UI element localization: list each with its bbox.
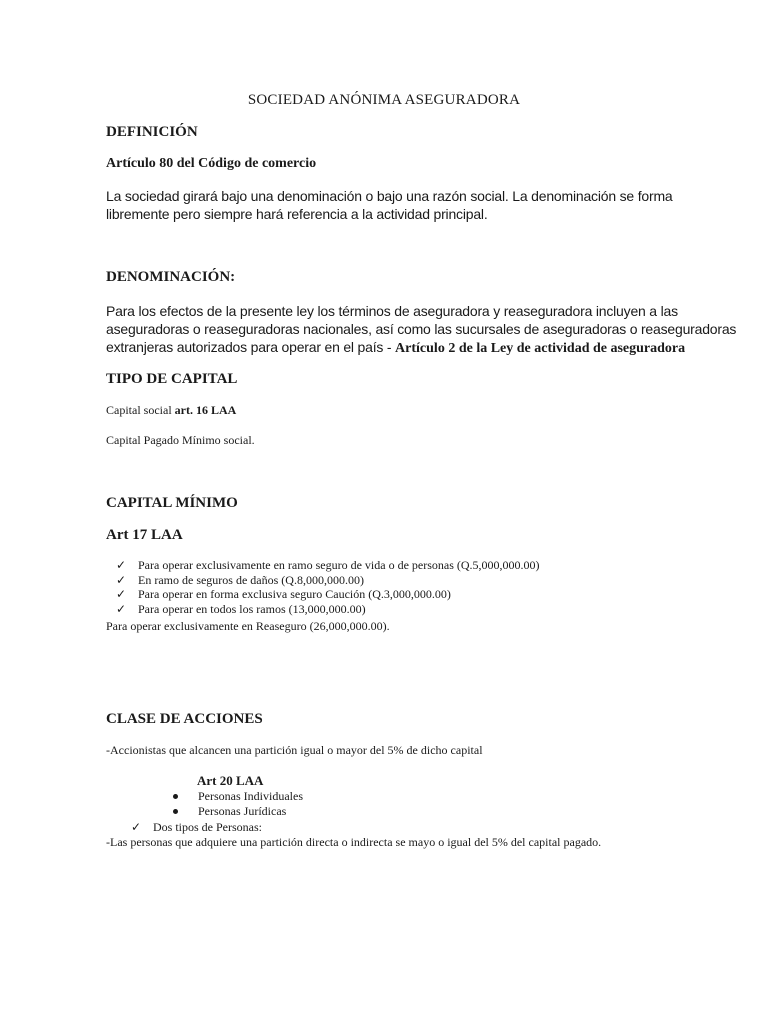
accionistas-line: -Accionistas que alcancen una partición igual o mayor del 5% de dicho capital (106, 743, 483, 757)
personas-bullet-list (172, 789, 303, 819)
denominacion-line-1: Para los efectos de la presente ley los términos de aseguradora y reaseguradora incluyen a las (106, 303, 678, 319)
reaseguro-line: Para operar exclusivamente en Reaseguro (26,000,000.00). (106, 619, 390, 633)
bullet-icon (172, 808, 180, 816)
bullet-icon (172, 793, 180, 801)
personas-line: -Las personas que adquiere una partición directa o indirecta se mayo o igual del 5% del capital pagado. (106, 835, 602, 849)
definicion-text-line-2: libremente pero siempre hará referencia a la actividad principal. (106, 206, 488, 222)
page-title: SOCIEDAD ANÓNIMA ASEGURADORA (247, 92, 521, 108)
list-item-text: Para operar en todos los ramos (13,000,000.00) (138, 601, 366, 616)
definicion-text-line-1: La sociedad girará bajo una denominación o bajo una razón social. La denominación se forma (106, 188, 673, 204)
list-item (116, 558, 540, 573)
art20-subheading: Art 20 LAA (197, 773, 264, 788)
capital-pagado-line: Capital Pagado Mínimo social. (106, 433, 255, 447)
list-item-text: Para operar exclusivamente en ramo seguro de vida o de personas (Q.5,000,000.00) (138, 558, 540, 572)
denominacion-article-reference: Artículo 2 de la Ley de actividad de aseguradora (395, 341, 686, 356)
list-item (172, 804, 303, 819)
list-item (172, 789, 303, 804)
checkmark-icon: ✓ (116, 572, 127, 587)
list-item-text: Personas Individuales (198, 789, 303, 803)
list-item (116, 573, 540, 588)
denominacion-line-3-text: extranjeras autorizados para operar en el país - (106, 339, 396, 355)
capital-minimo-list (116, 558, 540, 616)
capital-social-article: art. 16 LAA (174, 403, 237, 417)
dos-tipos-text: Dos tipos de Personas: (153, 820, 262, 834)
capital-social-line (106, 403, 236, 418)
definicion-heading: DEFINICIÓN (106, 124, 198, 140)
clase-acciones-heading: CLASE DE ACCIONES (106, 711, 263, 727)
list-item (116, 602, 540, 617)
tipo-capital-heading: TIPO DE CAPITAL (106, 371, 238, 387)
denominacion-line-2: aseguradoras o reaseguradoras nacionales, así como las sucursales de aseguradoras o reaseguradoras (106, 321, 737, 337)
denominacion-heading: DENOMINACIÓN: (106, 269, 236, 285)
checkmark-icon: ✓ (116, 587, 127, 601)
capital-minimo-heading: CAPITAL MÍNIMO (106, 495, 238, 511)
list-item (116, 587, 540, 602)
list-item-text: Personas Jurídicas (198, 804, 287, 818)
checkmark-icon: ✓ (116, 558, 127, 572)
list-item-text: Para operar en forma exclusiva seguro Caución (Q.3,000,000.00) (138, 587, 451, 601)
definicion-subheading: Artículo 80 del Código de comercio (106, 156, 317, 171)
denominacion-line-3 (106, 339, 685, 358)
capital-social-text: Capital social (106, 403, 175, 417)
checkmark-icon: ✓ (116, 601, 127, 616)
dos-tipos-item (131, 820, 262, 835)
capital-minimo-subheading: Art 17 LAA (106, 527, 183, 543)
list-item-text: En ramo de seguros de daños (Q.8,000,000.00) (138, 572, 364, 587)
checkmark-icon: ✓ (131, 820, 142, 834)
